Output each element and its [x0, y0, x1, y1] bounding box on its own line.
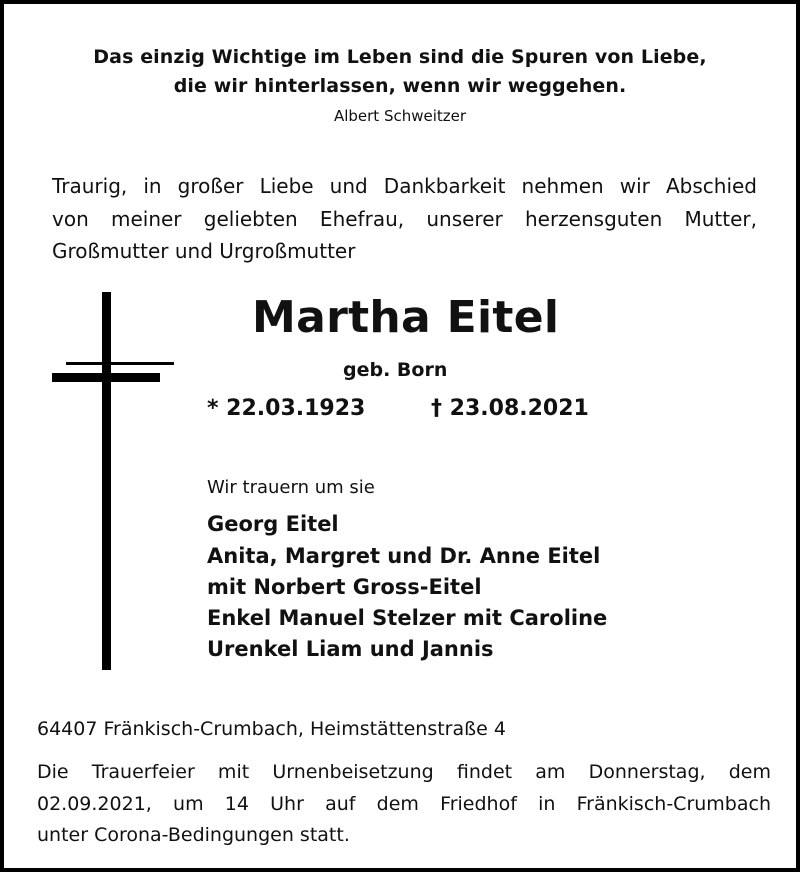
quote-line-2: die wir hinterlassen, wenn wir weggehen.	[173, 75, 627, 97]
intro-line-1: Traurig, in großer Liebe und Dankbarkeit nehmen wir Abschied	[52, 174, 757, 198]
quote-line-1: Das einzig Wichtige im Leben sind die Spuren von Liebe,	[93, 46, 707, 68]
quote-author: Albert Schweitzer	[333, 107, 467, 125]
maiden-name: geb. Born	[343, 359, 448, 381]
mourner-name: Enkel Manuel Stelzer mit Caroline	[207, 606, 608, 630]
funeral-line-1: Die Trauerfeier mit Urnenbeisetzung findet am Donnerstag, dem	[37, 761, 771, 783]
intro-line-3: Großmutter und Urgroßmutter	[52, 239, 356, 263]
deceased-name: Martha Eitel	[252, 292, 560, 343]
intro-line-2: von meiner geliebten Ehefrau, unserer herzensguten Mutter,	[52, 207, 757, 231]
mourner-name: Georg Eitel	[207, 512, 339, 536]
birth-date: * 22.03.1923	[207, 396, 366, 421]
mourner-name: Anita, Margret und Dr. Anne Eitel	[207, 544, 601, 568]
mourners-intro: Wir trauern um sie	[207, 477, 375, 498]
death-date: † 23.08.2021	[431, 396, 589, 421]
address: 64407 Fränkisch-Crumbach, Heimstättenstraße 4	[37, 718, 506, 740]
mourner-name: Urenkel Liam und Jannis	[207, 637, 494, 661]
mourner-name: mit Norbert Gross-Eitel	[207, 575, 482, 599]
funeral-line-2: 02.09.2021, um 14 Uhr auf dem Friedhof in Fränkisch-Crumbach	[37, 793, 771, 815]
funeral-line-3: unter Corona-Bedingungen statt.	[37, 824, 350, 846]
cross-icon	[52, 292, 174, 672]
